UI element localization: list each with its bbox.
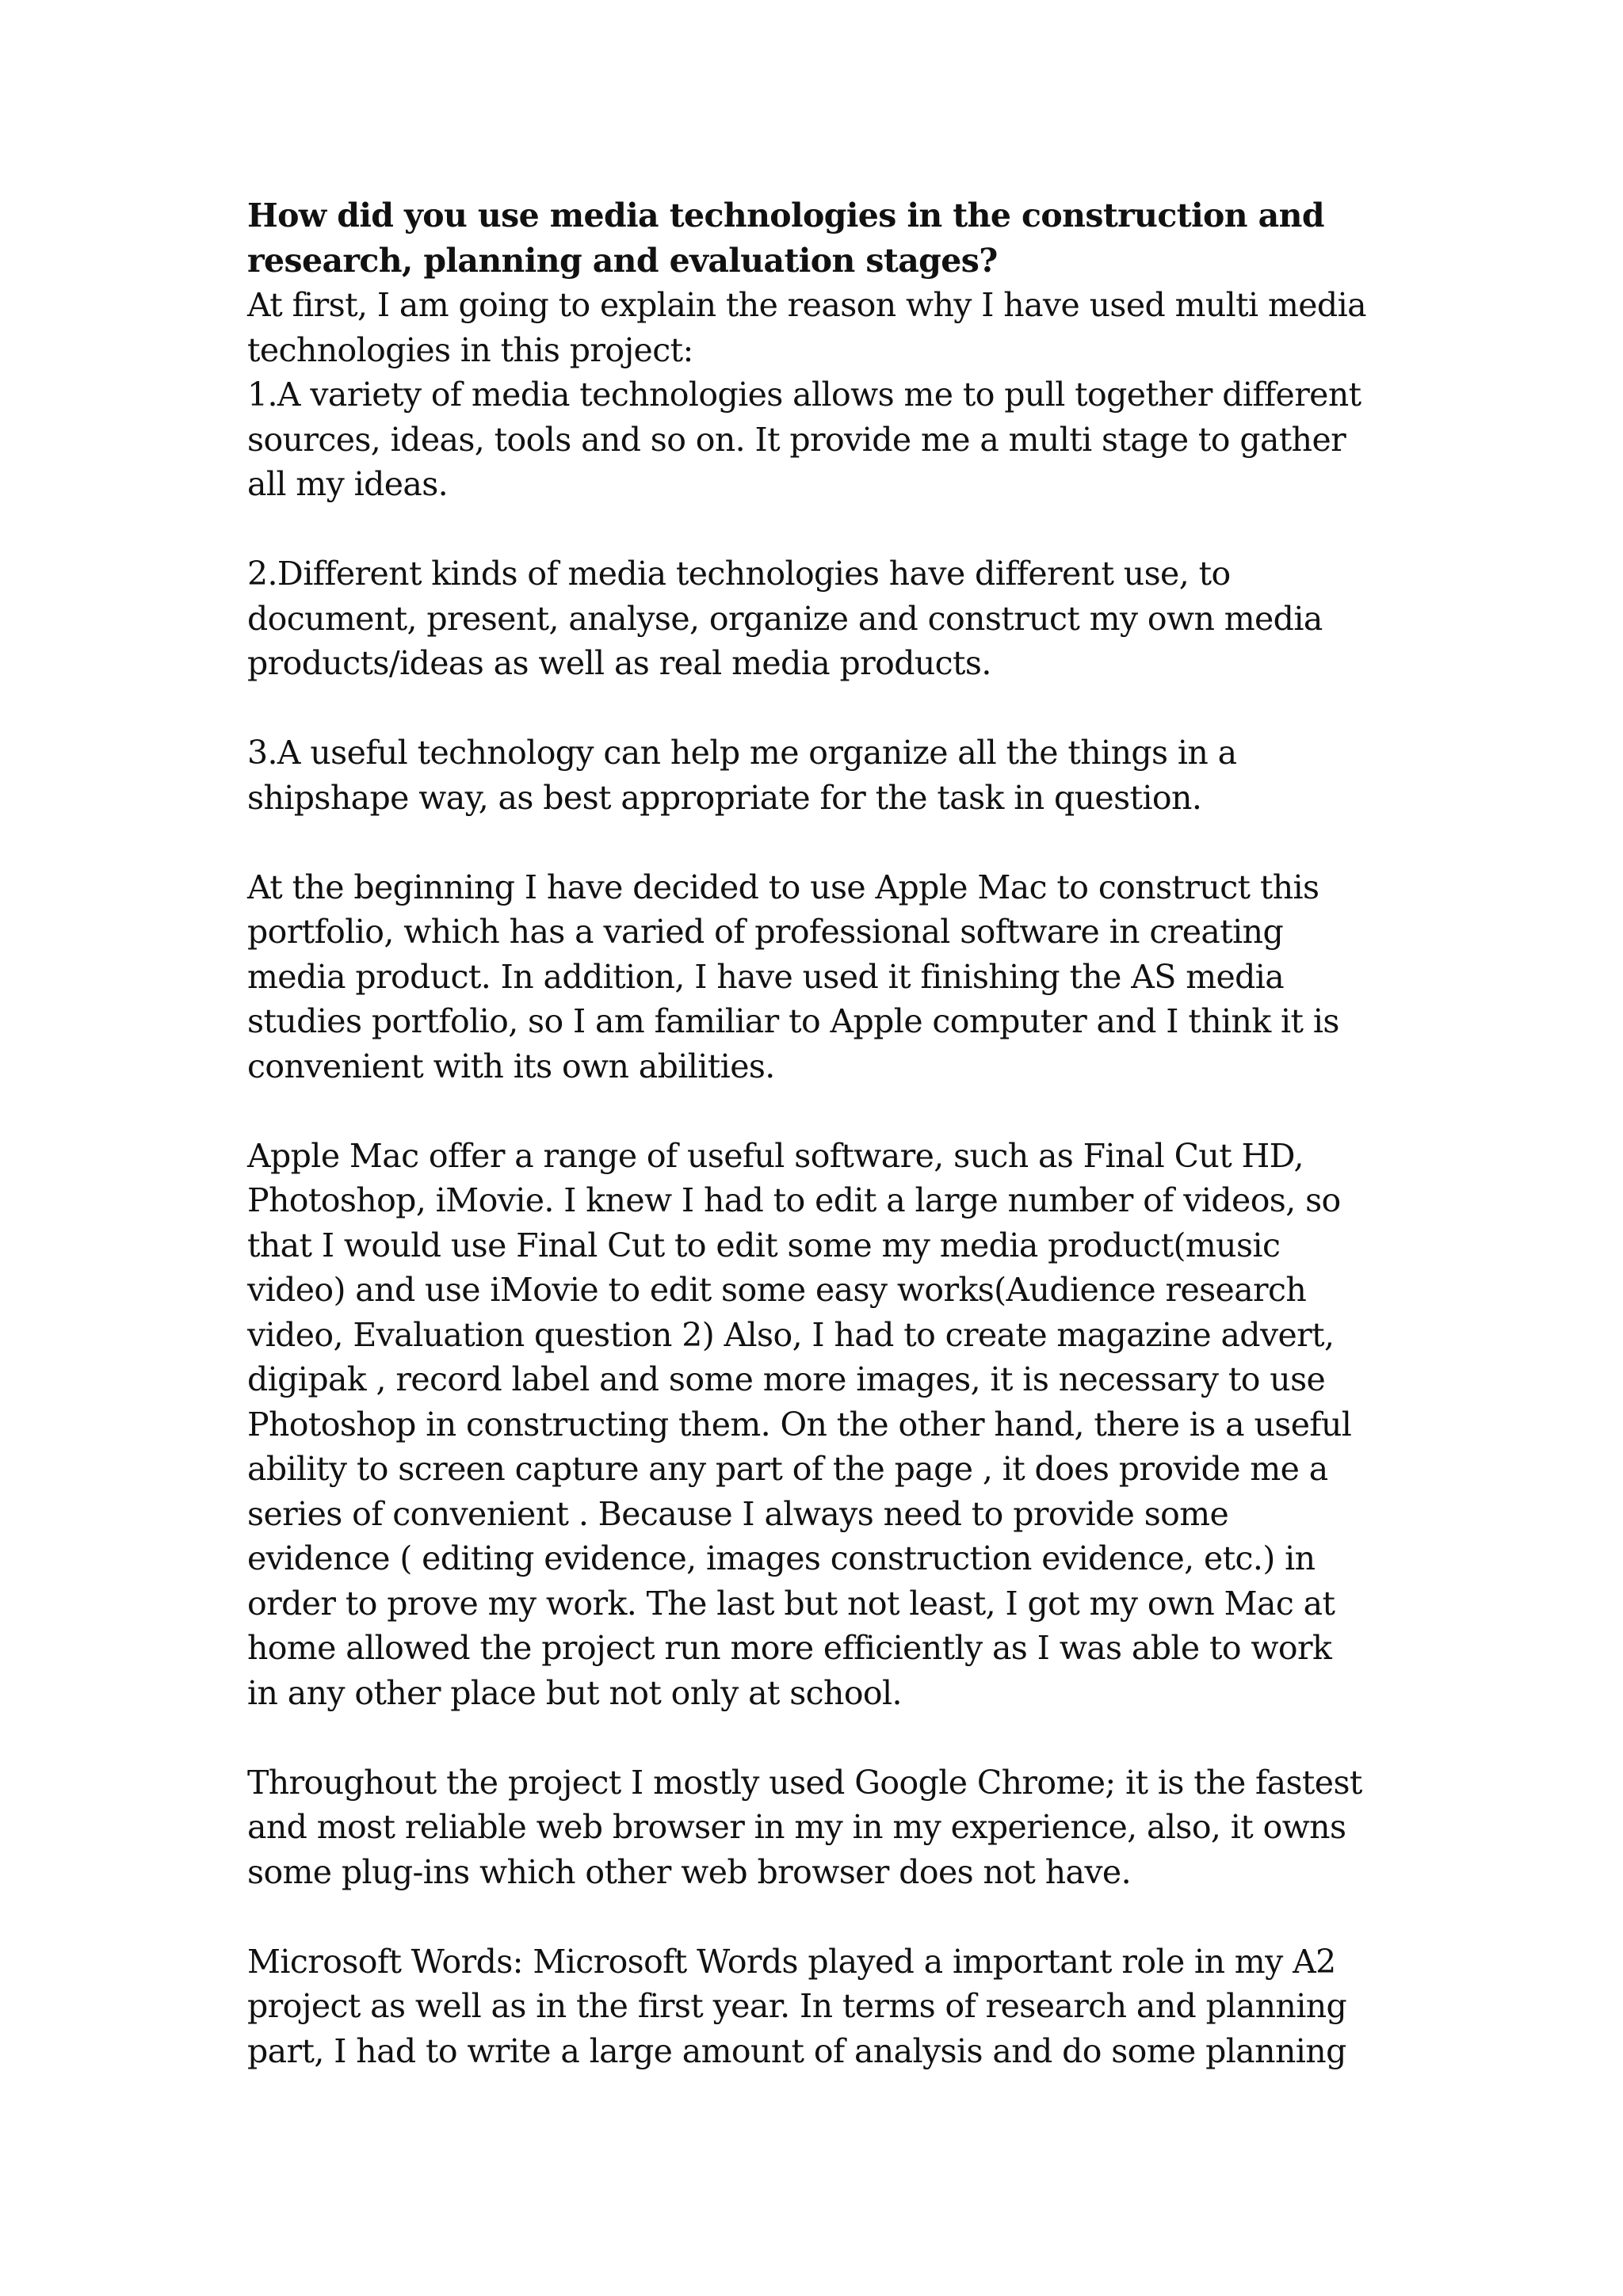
paragraph-line: home allowed the project run more efficiently as I was able to work	[247, 1629, 1332, 1667]
body-paragraph	[247, 1134, 1436, 1716]
paragraph-line: studies portfolio, so I am familiar to Apple computer and I think it is	[247, 1002, 1339, 1040]
body-paragraph	[247, 730, 1436, 820]
paragraph-line: video, Evaluation question 2) Also, I had to create magazine advert,	[247, 1315, 1335, 1354]
paragraph-line: Photoshop in constructing them. On the other hand, there is a useful	[247, 1405, 1352, 1444]
paragraph-line: Apple Mac offer a range of useful software, such as Final Cut HD,	[247, 1136, 1304, 1175]
paragraph-line: all my ideas.	[247, 465, 449, 503]
paragraph-line: part, I had to write a large amount of analysis and do some planning	[247, 2031, 1346, 2070]
body-paragraph	[247, 865, 1436, 1089]
paragraph-line: 2.Different kinds of media technologies have different use, to	[247, 555, 1231, 593]
body-paragraph	[247, 372, 1436, 507]
document-heading	[247, 193, 1436, 283]
paragraph-list	[247, 283, 1436, 2073]
paragraph-line: technologies in this project:	[247, 330, 693, 369]
body-paragraph	[247, 1939, 1436, 2074]
body-paragraph	[247, 1760, 1436, 1895]
paragraph-line: Photoshop, iMovie. I knew I had to edit a large number of videos, so	[247, 1181, 1341, 1219]
paragraph-line: Microsoft Words: Microsoft Words played a important role in my A2	[247, 1942, 1336, 1981]
paragraph-line: evidence ( editing evidence, images construction evidence, etc.) in	[247, 1539, 1316, 1577]
paragraph-line: some plug-ins which other web browser does not have.	[247, 1852, 1131, 1891]
paragraph-line: document, present, analyse, organize and construct my own media	[247, 599, 1323, 638]
paragraph-line: Throughout the project I mostly used Google Chrome; it is the fastest	[247, 1763, 1362, 1802]
paragraph-line: and most reliable web browser in my in my experience, also, it owns	[247, 1808, 1346, 1846]
paragraph-line: At the beginning I have decided to use Apple Mac to construct this	[247, 868, 1319, 906]
paragraph-line: media product. In addition, I have used it finishing the AS media	[247, 957, 1285, 996]
heading-line: How did you use media technologies in the construction and	[247, 196, 1324, 235]
paragraph-line: 1.A variety of media technologies allows me to pull together different	[247, 376, 1361, 414]
body-paragraph	[247, 551, 1436, 686]
paragraph-line: convenient with its own abilities.	[247, 1047, 775, 1085]
paragraph-line: in any other place but not only at school.	[247, 1673, 902, 1712]
document-body	[247, 193, 1436, 2073]
paragraph-line: 3.A useful technology can help me organize all the things in a	[247, 734, 1237, 772]
paragraph-line: order to prove my work. The last but not least, I got my own Mac at	[247, 1584, 1335, 1623]
paragraph-line: that I would use Final Cut to edit some my media product(music	[247, 1226, 1281, 1264]
paragraph-line: video) and use iMovie to edit some easy works(Audience research	[247, 1271, 1307, 1309]
body-paragraph	[247, 283, 1436, 372]
paragraph-line: At first, I am going to explain the reason why I have used multi media	[247, 286, 1366, 324]
paragraph-line: series of convenient . Because I always need to provide some	[247, 1494, 1229, 1533]
paragraph-line: shipshape way, as best appropriate for the task in question.	[247, 778, 1202, 817]
heading-line: research, planning and evaluation stages?	[247, 241, 998, 280]
paragraph-line: project as well as in the first year. In terms of research and planning	[247, 1987, 1347, 2025]
paragraph-line: sources, ideas, tools and so on. It provide me a multi stage to gather	[247, 420, 1346, 459]
paragraph-line: digipak , record label and some more images, it is necessary to use	[247, 1360, 1326, 1398]
paragraph-line: ability to screen capture any part of the page , it does provide me a	[247, 1450, 1328, 1488]
paragraph-line: products/ideas as well as real media products.	[247, 644, 991, 682]
paragraph-line: portfolio, which has a varied of professional software in creating	[247, 913, 1284, 951]
